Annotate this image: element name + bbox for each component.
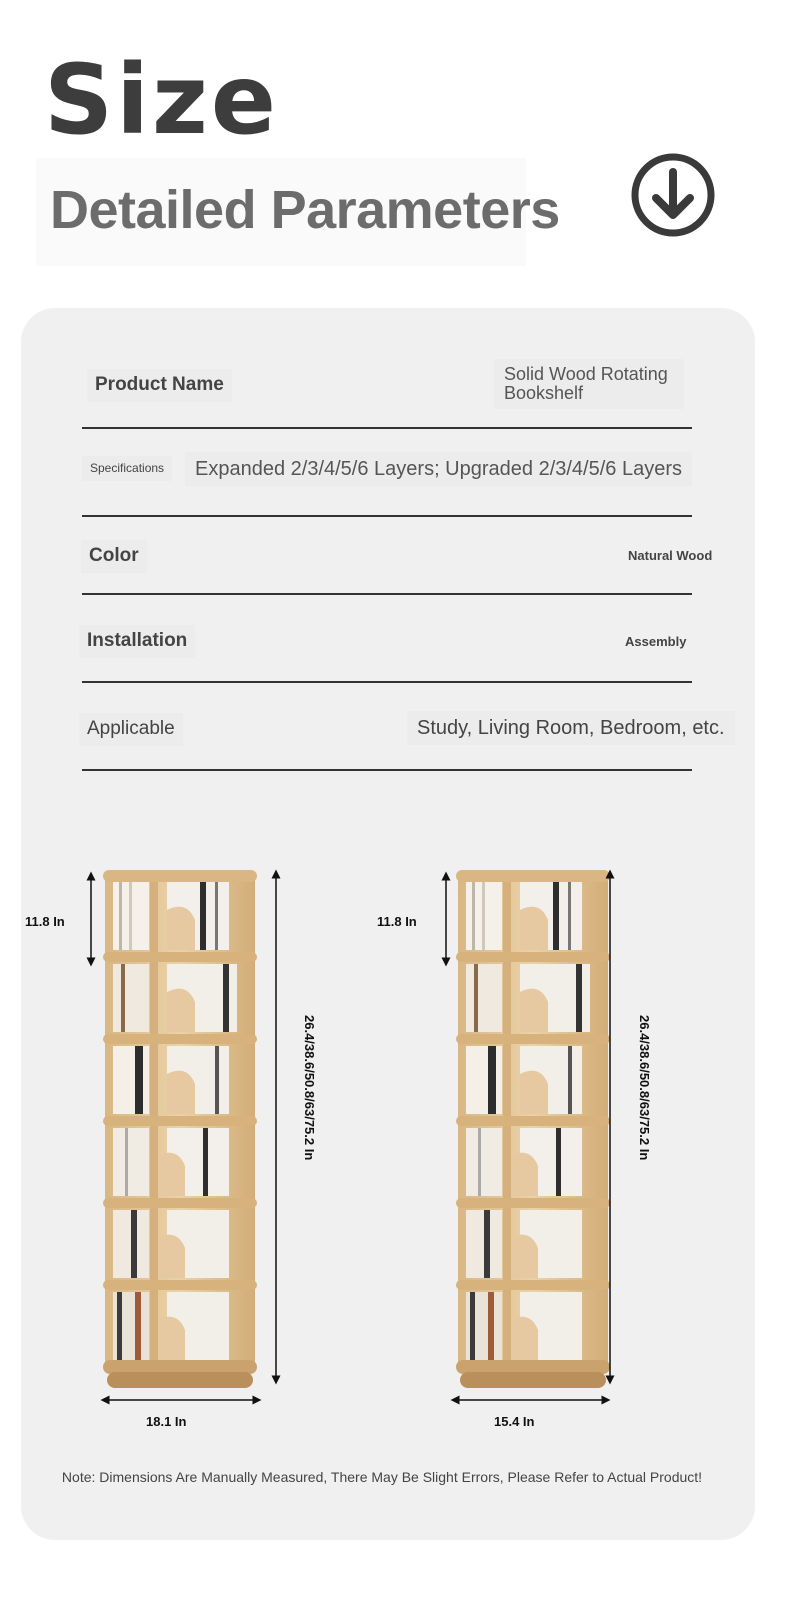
spec-value: Study, Living Room, Bedroom, etc. <box>407 711 735 745</box>
spec-value: Expanded 2/3/4/5/6 Layers; Upgraded 2/3/4/5/6 Layers <box>185 452 692 486</box>
spec-label: Installation <box>79 625 195 658</box>
spec-row-applicable <box>82 682 725 771</box>
arrow-down-circle-icon <box>630 152 716 238</box>
measurement-note: Note: Dimensions Are Manually Measured, There May Be Slight Errors, Please Refer to Actual Product! <box>61 1469 703 1485</box>
spec-label: Color <box>81 540 147 573</box>
spec-label: Applicable <box>79 713 183 746</box>
width-label-right: 15.4 In <box>494 1414 535 1429</box>
spec-value: Natural Wood <box>628 548 713 563</box>
width-label-left: 18.1 In <box>146 1414 187 1429</box>
bookshelf-illustration <box>0 860 790 1429</box>
spec-row-color <box>82 516 713 595</box>
spec-value: Solid Wood Rotating Bookshelf <box>494 359 684 409</box>
total-height-label-left: 26.4/38.6/50.8/63/75.2 In <box>302 1015 317 1161</box>
spec-row-installation <box>82 594 692 683</box>
page-title: Size <box>44 44 280 156</box>
spec-value: Assembly <box>625 634 687 649</box>
total-height-label-right: 26.4/38.6/50.8/63/75.2 In <box>637 1015 652 1161</box>
spec-row-specifications <box>82 428 692 517</box>
spec-label: Product Name <box>87 369 232 402</box>
page-subtitle: Detailed Parameters <box>50 180 560 240</box>
layer-height-label-right: 11.8 In <box>377 914 417 929</box>
spec-label: Specifications <box>82 456 172 481</box>
layer-height-label-left: 11.8 In <box>25 914 65 929</box>
spec-row-product-name <box>82 355 692 429</box>
